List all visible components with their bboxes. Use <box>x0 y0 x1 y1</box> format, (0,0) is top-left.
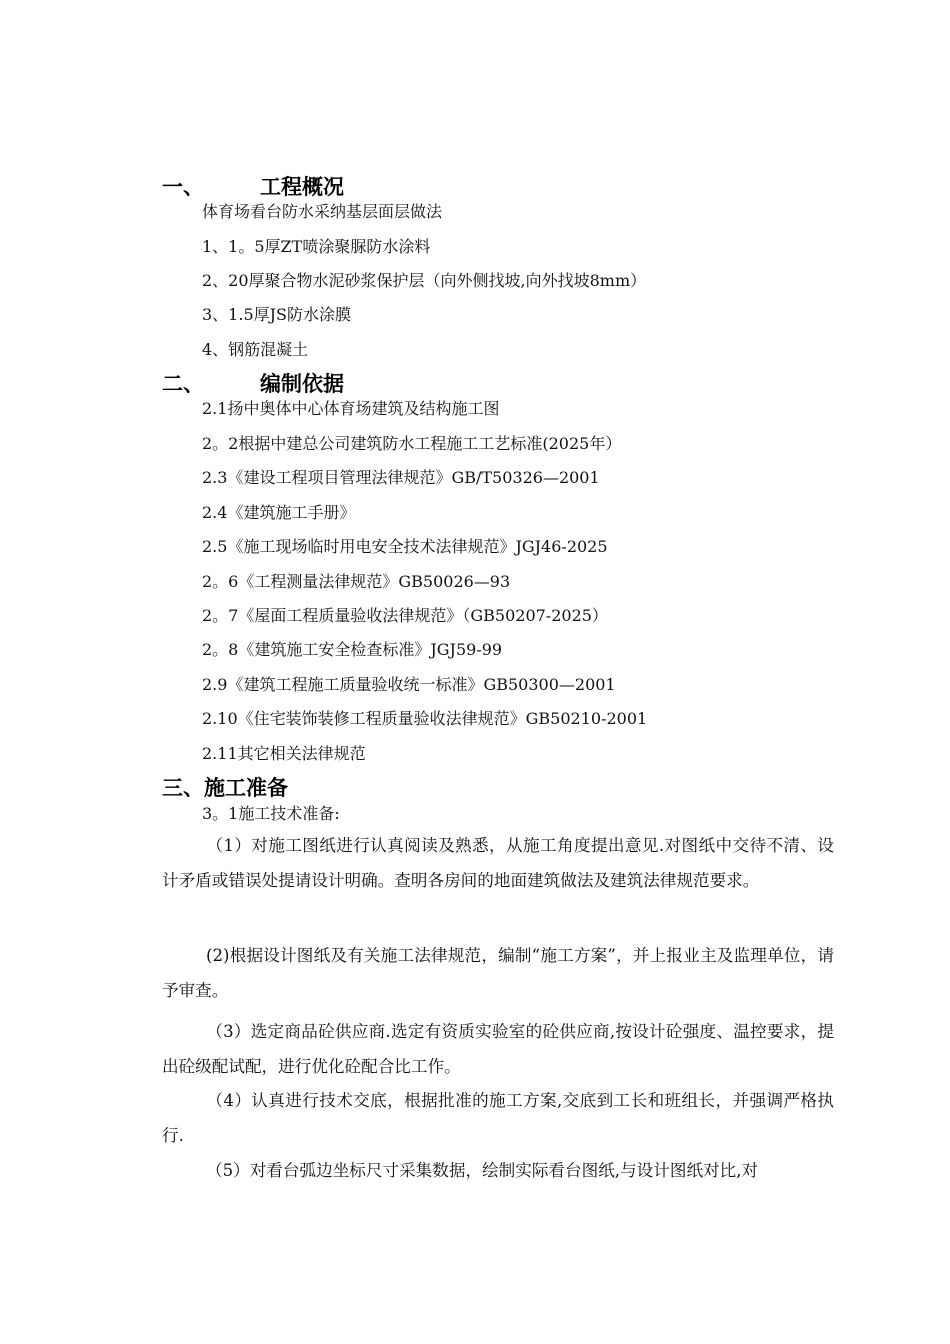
list-item: 3、1.5厚JS防水涂膜 <box>202 305 352 324</box>
paragraph-text: （3）选定商品砼供应商.选定有资质实验室的砼供应商,按设计砼强度、温控要求，提出砼级配试配，进行优化砼配合比工作。 <box>162 1022 834 1076</box>
paragraph <box>162 939 834 1008</box>
list-item: 2。2根据中建总公司建筑防水工程施工工艺标准(2025年） <box>202 434 622 453</box>
list-item: 2。6《工程测量法律规范》GB50026—93 <box>202 572 511 591</box>
list-item: 2。7《屋面工程质量验收法律规范》（GB50207-2025） <box>202 606 608 625</box>
section-title: 编制依据 <box>260 372 344 396</box>
list-item: 2.4《建筑施工手册》 <box>202 503 356 522</box>
paragraph <box>162 1015 834 1084</box>
list-item: 2.9《建筑工程施工质量验收统一标准》GB50300—2001 <box>202 675 616 694</box>
section-heading-2 <box>162 371 344 397</box>
section-number: 三、 <box>162 776 204 800</box>
paragraph-text: （1）对施工图纸进行认真阅读及熟悉，从施工角度提出意见.对图纸中交待不清、设计矛盾或错误处提请设计明确。查明各房间的地面建筑做法及建筑法律规范要求。 <box>162 836 834 890</box>
paragraph <box>162 1084 834 1153</box>
list-item: 2.11其它相关法律规范 <box>202 744 366 763</box>
list-item: 1、1。5厚ZT喷涂聚脲防水涂料 <box>202 237 431 256</box>
paragraph-text: (2)根据设计图纸及有关施工法律规范，编制“施工方案”，并上报业主及监理单位，请予审查。 <box>162 946 834 1000</box>
list-item: 2.10《住宅装饰装修工程质量验收法律规范》GB50210-2001 <box>202 709 648 728</box>
list-item: 2、20厚聚合物水泥砂浆保护层（向外侧找坡,向外找坡8mm） <box>202 271 647 290</box>
paragraph-text: （4）认真进行技术交底，根据批准的施工方案,交底到工长和班组长，并强调严格执行. <box>162 1091 834 1145</box>
list-item: 2。8《建筑施工安全检查标准》JGJ59-99 <box>202 640 503 659</box>
section-heading-3 <box>162 775 288 801</box>
section-number: 二、 <box>162 372 204 396</box>
section-heading-1 <box>162 174 344 200</box>
list-item: 2.5《施工现场临时用电安全技术法律规范》JGJ46-2025 <box>202 537 608 556</box>
paragraph-text: （5）对看台弧边坐标尺寸采集数据，绘制实际看台图纸,与设计图纸对比,对 <box>206 1161 759 1180</box>
section-title: 工程概况 <box>260 175 344 199</box>
paragraph <box>162 829 834 898</box>
subheading: 3。1施工技术准备: <box>202 804 340 823</box>
section-number: 一、 <box>162 175 204 199</box>
section-title: 施工准备 <box>204 776 288 800</box>
list-item: 2.1扬中奥体中心体育场建筑及结构施工图 <box>202 399 500 418</box>
list-item: 2.3《建设工程项目管理法律规范》GB/T50326—2001 <box>202 468 600 487</box>
list-item: 4、钢筋混凝土 <box>202 340 309 359</box>
paragraph <box>162 1154 834 1189</box>
section-intro: 体育场看台防水采纳基层面层做法 <box>202 202 443 221</box>
